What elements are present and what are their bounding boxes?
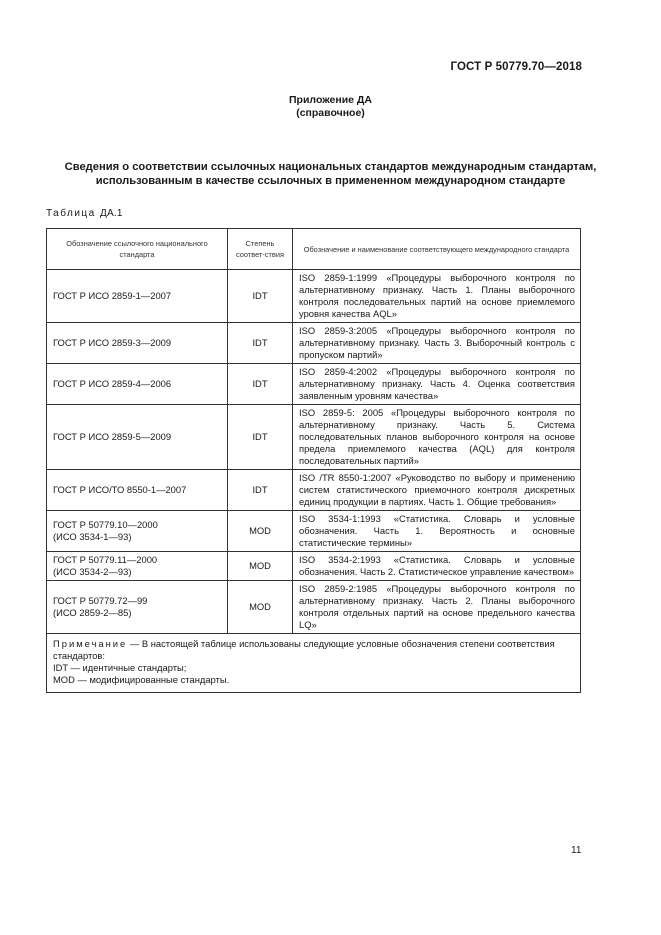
table-caption-prefix: Таблица xyxy=(46,208,96,219)
table-row xyxy=(47,511,581,552)
degree-cell: IDT xyxy=(228,405,293,470)
national-standard-cell: ГОСТ Р ИСО 2859-4—2006 xyxy=(47,364,228,405)
section-title xyxy=(40,160,621,188)
table-note-row xyxy=(47,634,581,693)
note-text: — В настоящей таблице использованы следующие условные обозначения степени соответствия стандартов: xyxy=(53,638,555,661)
international-standard-cell: ISO 2859-2:1985 «Процедуры выборочного контроля по альтернативному признаку. Часть 2. Планы выборочного контроля отдельных партий на основе предельного качества LQ» xyxy=(293,581,581,634)
national-standard-cell: ГОСТ Р ИСО 2859-3—2009 xyxy=(47,323,228,364)
header-national-standard: Обозначение ссылочного национального стандарта xyxy=(47,229,228,270)
table-row xyxy=(47,364,581,405)
international-standard-cell: ISO 2859-1:1999 «Процедуры выборочного контроля по альтернативному признаку. Часть 1. Планы выборочного контроля последовательных партий на основе приемлемого уровня качества AQL» xyxy=(293,270,581,323)
table-row xyxy=(47,470,581,511)
international-standard-cell: ISO /TR 8550-1:2007 «Руководство по выбору и применению систем статистического приемочного контроля дискретных единиц продукции в партиях. Часть 1. Общие требования» xyxy=(293,470,581,511)
international-standard-cell: ISO 2859-4:2002 «Процедуры выборочного контроля по альтернативному признаку. Часть 4. Оценка соответствия заявленным уровням качества» xyxy=(293,364,581,405)
national-standard-cell: ГОСТ Р ИСО/ТО 8550-1—2007 xyxy=(47,470,228,511)
header-international-standard: Обозначение и наименование соответствующего международного стандарта xyxy=(293,229,581,270)
table-header-row xyxy=(47,229,581,270)
note-label: Примечание xyxy=(53,638,128,649)
header-degree: Степень соответ-ствия xyxy=(228,229,293,270)
document-code: ГОСТ Р 50779.70—2018 xyxy=(450,61,582,73)
table-row xyxy=(47,552,581,581)
note-text-block xyxy=(53,638,574,662)
degree-cell: MOD xyxy=(228,581,293,634)
appendix-heading xyxy=(0,94,661,120)
international-standard-cell: ISO 2859-3:2005 «Процедуры выборочного контроля по альтернативному признаку. Часть 3. Выборочный контроль с пропуском партий» xyxy=(293,323,581,364)
degree-cell: IDT xyxy=(228,323,293,364)
national-standard-cell: ГОСТ Р ИСО 2859-1—2007 xyxy=(47,270,228,323)
degree-cell: IDT xyxy=(228,270,293,323)
table-caption xyxy=(46,208,123,219)
table-caption-number: ДА.1 xyxy=(100,208,123,219)
degree-cell: MOD xyxy=(228,552,293,581)
international-standard-cell: ISO 2859-5: 2005 «Процедуры выборочного контроля по альтернативному признаку. Часть 5. Система последовательных планов выборочного контроля на основе предела приемлемого качества (AQL) для контроля последовательных партий» xyxy=(293,405,581,470)
national-standard-cell: ГОСТ Р 50779.10—2000 (ИСО 3534-1—93) xyxy=(47,511,228,552)
table-note xyxy=(47,634,581,693)
table-row xyxy=(47,405,581,470)
table-row xyxy=(47,270,581,323)
degree-cell: MOD xyxy=(228,511,293,552)
appendix-subtitle: (справочное) xyxy=(296,107,365,119)
national-standard-cell: ГОСТ Р 50779.72—99 (ИСО 2859-2—85) xyxy=(47,581,228,634)
section-title-line-2: использованным в качестве ссылочных в примененном международном стандарте xyxy=(95,175,566,187)
international-standard-cell: ISO 3534-2:1993 «Статистика. Словарь и условные обозначения. Часть 2. Статистическое управление качеством» xyxy=(293,552,581,581)
note-item-mod: MOD — модифицированные стандарты. xyxy=(53,674,230,685)
national-standard-cell: ГОСТ Р 50779.11—2000 (ИСО 3534-2—93) xyxy=(47,552,228,581)
degree-cell: IDT xyxy=(228,364,293,405)
table-row xyxy=(47,581,581,634)
page-number: 11 xyxy=(571,845,582,856)
standards-correspondence-table xyxy=(46,228,581,693)
table-row xyxy=(47,323,581,364)
appendix-title: Приложение ДА xyxy=(289,94,372,106)
international-standard-cell: ISO 3534-1:1993 «Статистика. Словарь и условные обозначения. Часть 1. Вероятность и основные статистические термины» xyxy=(293,511,581,552)
section-title-line-1: Сведения о соответствии ссылочных национальных стандартов международным стандартам, xyxy=(64,161,597,173)
note-item-idt: IDT — идентичные стандарты; xyxy=(53,662,187,673)
degree-cell: IDT xyxy=(228,470,293,511)
national-standard-cell: ГОСТ Р ИСО 2859-5—2009 xyxy=(47,405,228,470)
